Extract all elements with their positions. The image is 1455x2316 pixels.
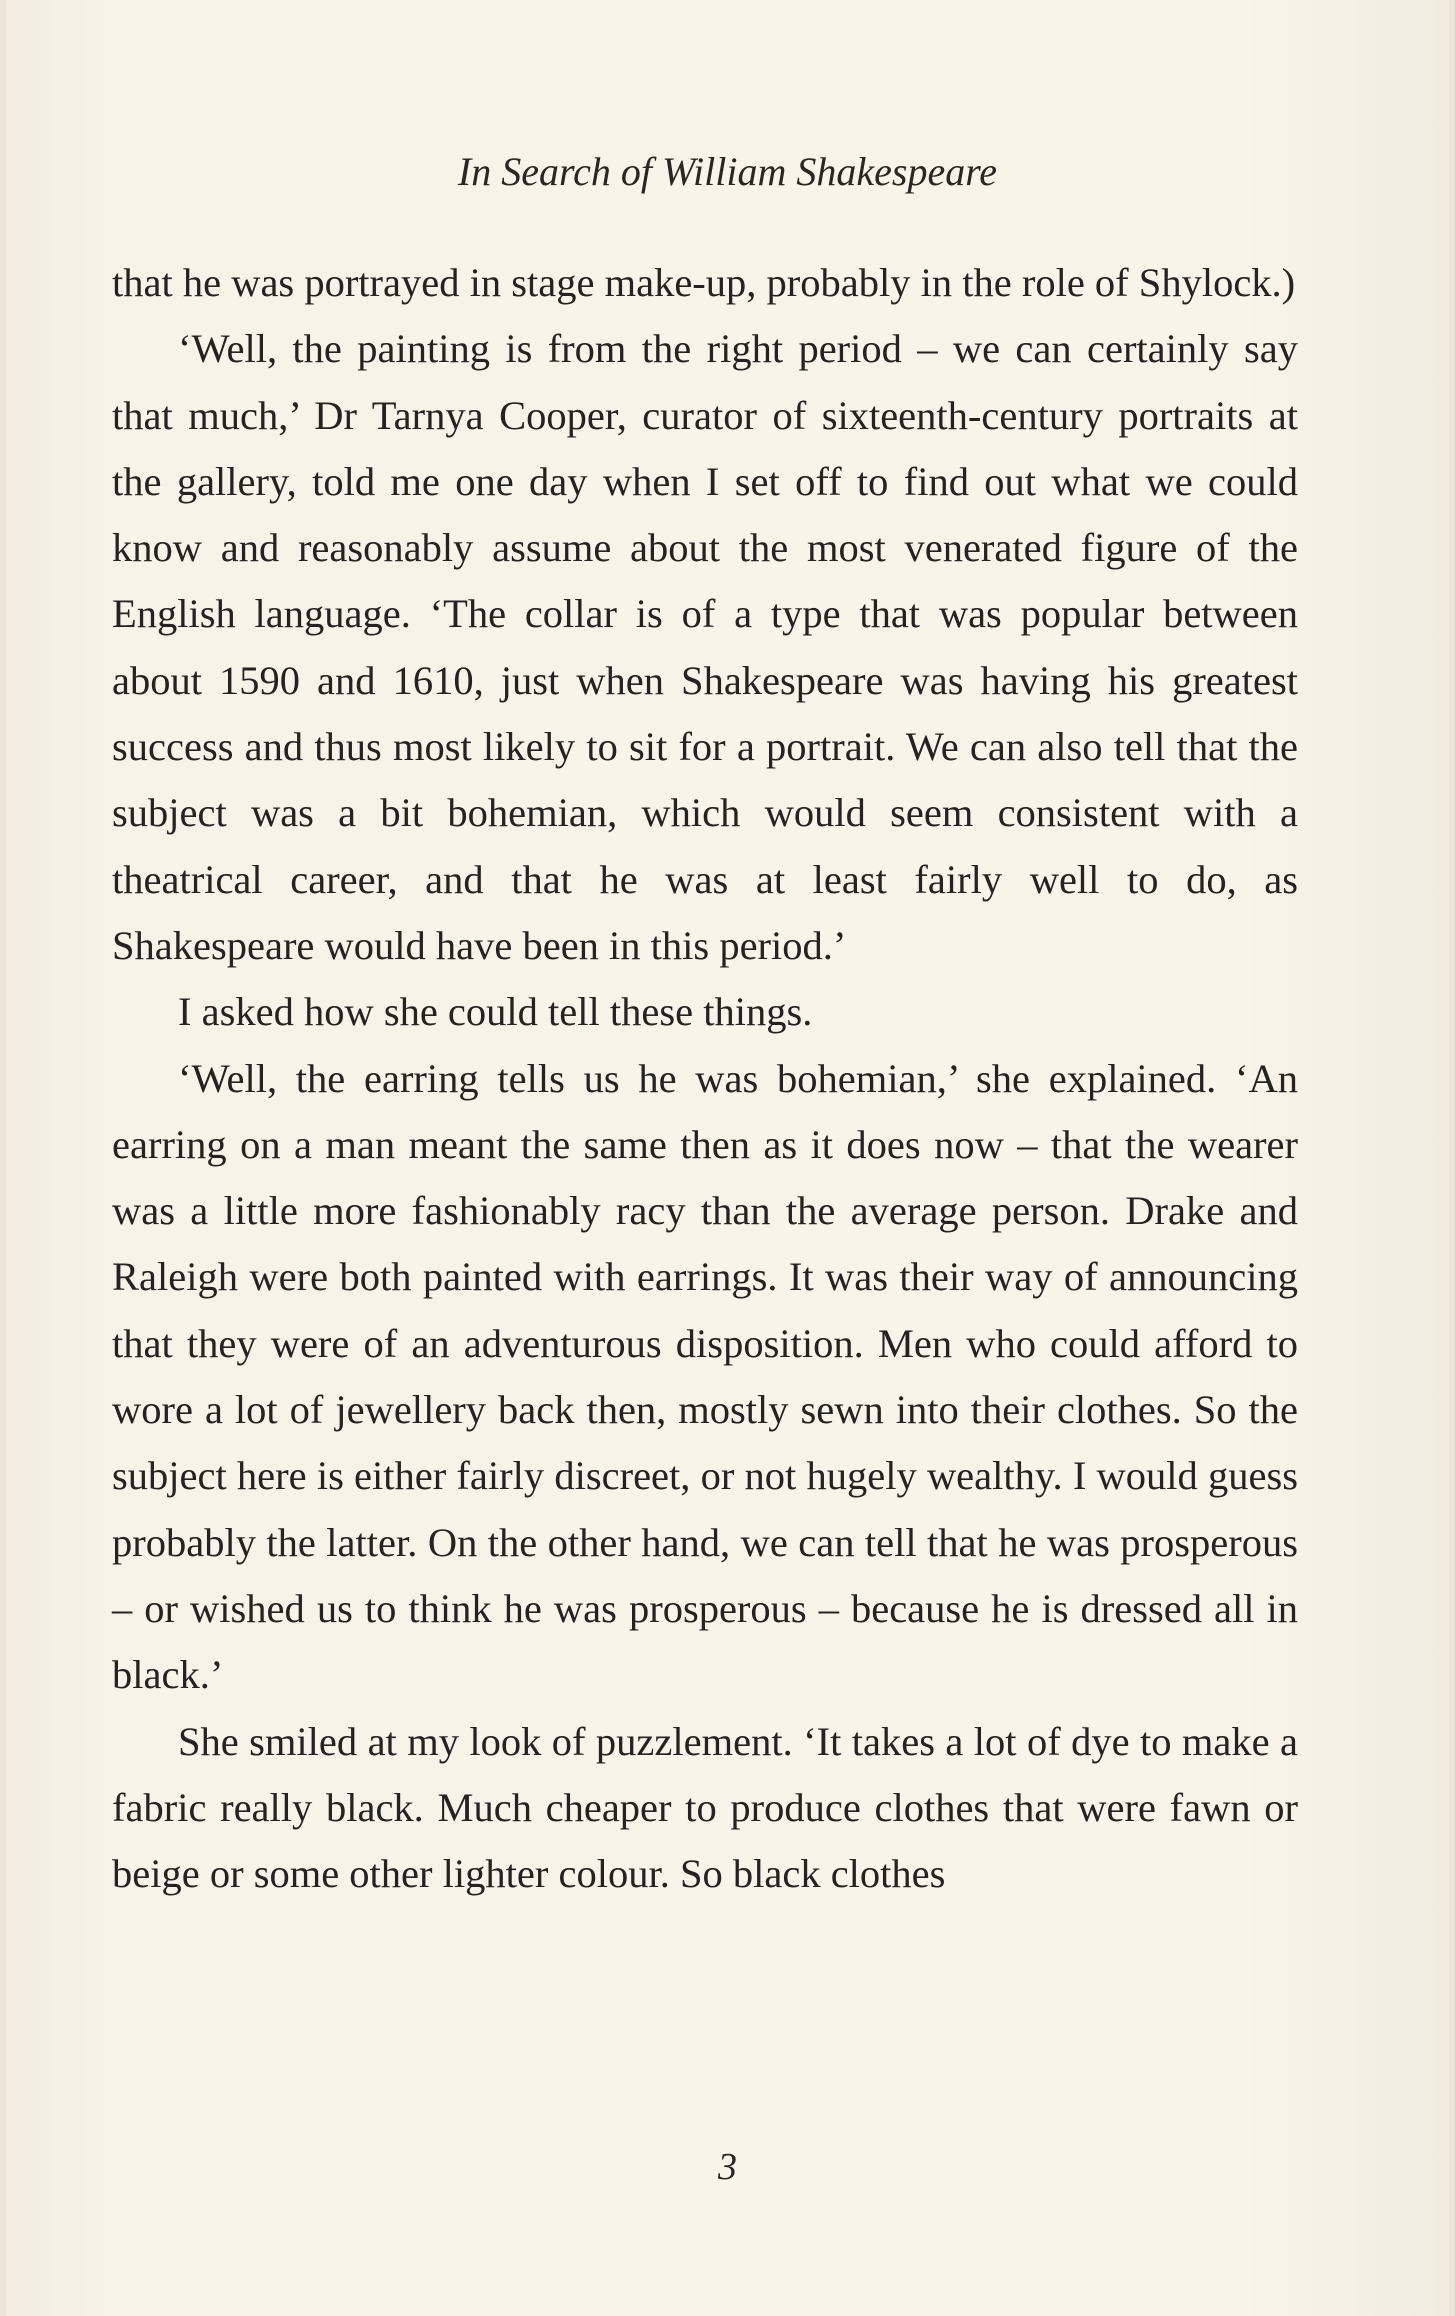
running-head: In Search of William Shakespeare	[457, 149, 998, 194]
paragraph: ‘Well, the painting is from the right period – we can certainly say that much,’ Dr Tarnya Cooper, curator of sixteenth-century portraits at the gallery, told me one day when I set off to find out what we could know and reasonably assume about the most venerated figure of the English language. ‘The collar is of a type that was popular between about 1590 and 1610, just when Shakespeare was having his greatest success and thus most likely to sit for a portrait. We can also tell that the subject was a bit bohemian, which would seem consistent with a theatrical career, and that he was at least fairly well to do, as Shakespeare would have been in this period.’	[112, 326, 1298, 968]
paragraph: ‘Well, the earring tells us he was bohemian,’ she explained. ‘An earring on a man meant the same then as it does now – that the wearer was a little more fashionably racy than the average person. Drake and Raleigh were both painted with earrings. It was their way of announcing that they were of an adventurous disposition. Men who could afford to wore a lot of jewellery back then, mostly sewn into their clothes. So the subject here is either fairly discreet, or not hugely wealthy. I would guess probably the latter. On the other hand, we can tell that he was prosperous – or wished us to think he was prosperous – because he is dressed all in black.’	[112, 1055, 1298, 1698]
page-edge-shadow	[0, 0, 6, 2316]
paragraph: that he was portrayed in stage make-up, probably in the role of Shylock.)	[112, 260, 1296, 305]
page-number: 3	[718, 2146, 737, 2188]
body-text	[112, 250, 1298, 1907]
page-edge-shadow-right	[1449, 0, 1455, 2316]
paragraph: She smiled at my look of puzzlement. ‘It takes a lot of dye to make a fabric really black. Much cheaper to produce clothes that were fawn or beige or some other lighter colour. So black clothes	[112, 1718, 1298, 1897]
paragraph: I asked how she could tell these things.	[178, 989, 813, 1035]
